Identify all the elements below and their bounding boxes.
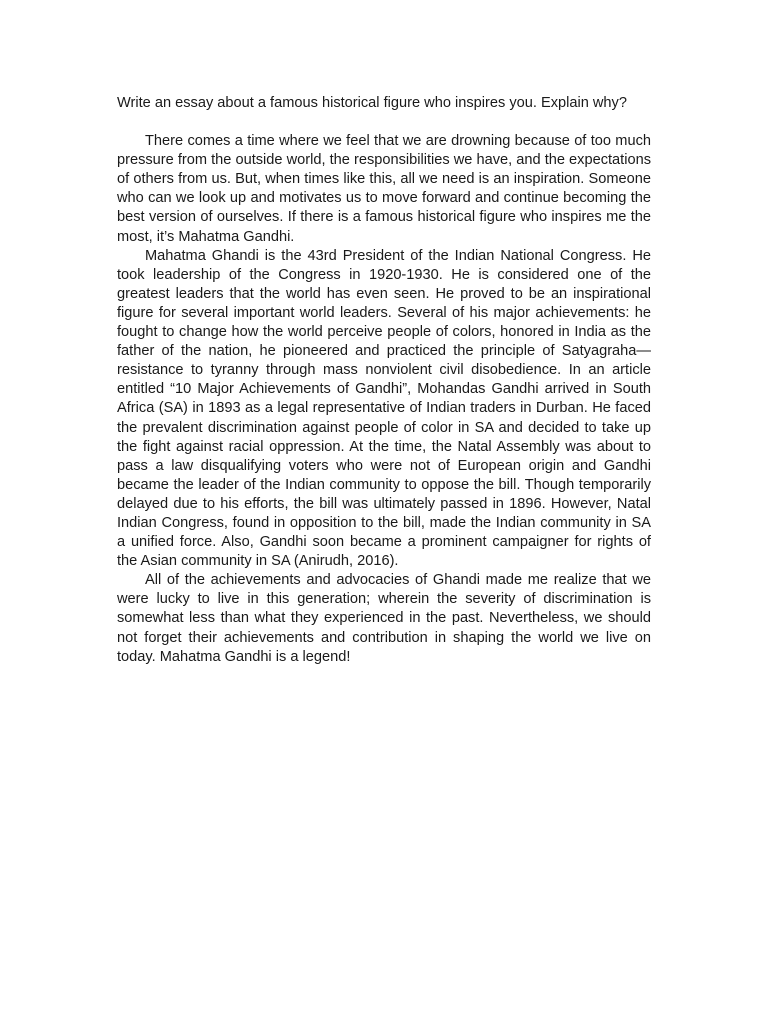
essay-body	[117, 94, 651, 667]
essay-paragraph-conclusion: All of the achievements and advocacies of Ghandi made me realize that we were lucky to live in this generation; wherein the severity of discrimination is somewhat less than what they experienced in the past. Nevertheless, we should not forget their achievements and contribution in shaping the world we live on today. Mahatma Gandhi is a legend!	[117, 572, 651, 665]
essay-paragraph-achievements: Mahatma Ghandi is the 43rd President of the Indian National Congress. He took leadership of the Congress in 1920-1930. He is considered one of the greatest leaders that the world has even seen. He proved to be an inspirational figure for several important world leaders. Several of his major achievements: he fought to change how the world perceive people of colors, honored in India as the father of the nation, he pioneered and practiced the principle of Satyagraha—resistance to tyranny through mass nonviolent civil disobedience. In an article entitled “10 Major Achievements of Gandhi”, Mohandas Gandhi arrived in South Africa (SA) in 1893 as a legal representative of Indian traders in Durban. He faced the prevalent discrimination against people of color in SA and decided to take up the fight against racial oppression. At the time, the Natal Assembly was about to pass a law disqualifying voters who were not of European origin and Gandhi became the leader of the Indian community to oppose the bill. Though temporarily delayed due to his efforts, the bill was ultimately passed in 1896. However, Natal Indian Congress, found in opposition to the bill, made the Indian community in SA a unified force. Also, Gandhi soon became a prominent campaigner for rights of the Asian community in SA (Anirudh, 2016).	[117, 247, 651, 570]
essay-prompt: Write an essay about a famous historical figure who inspires you. Explain why?	[117, 95, 627, 111]
essay-paragraph-intro: There comes a time where we feel that we are drowning because of too much pressure from the outside world, the responsibilities we have, and the expectations of others from us. But, when times like this, all we need is an inspiration. Someone who can we look up and motivates us to move forward and continue becoming the best version of ourselves. If there is a famous historical figure who inspires me the most, it’s Mahatma Gandhi.	[117, 133, 651, 245]
